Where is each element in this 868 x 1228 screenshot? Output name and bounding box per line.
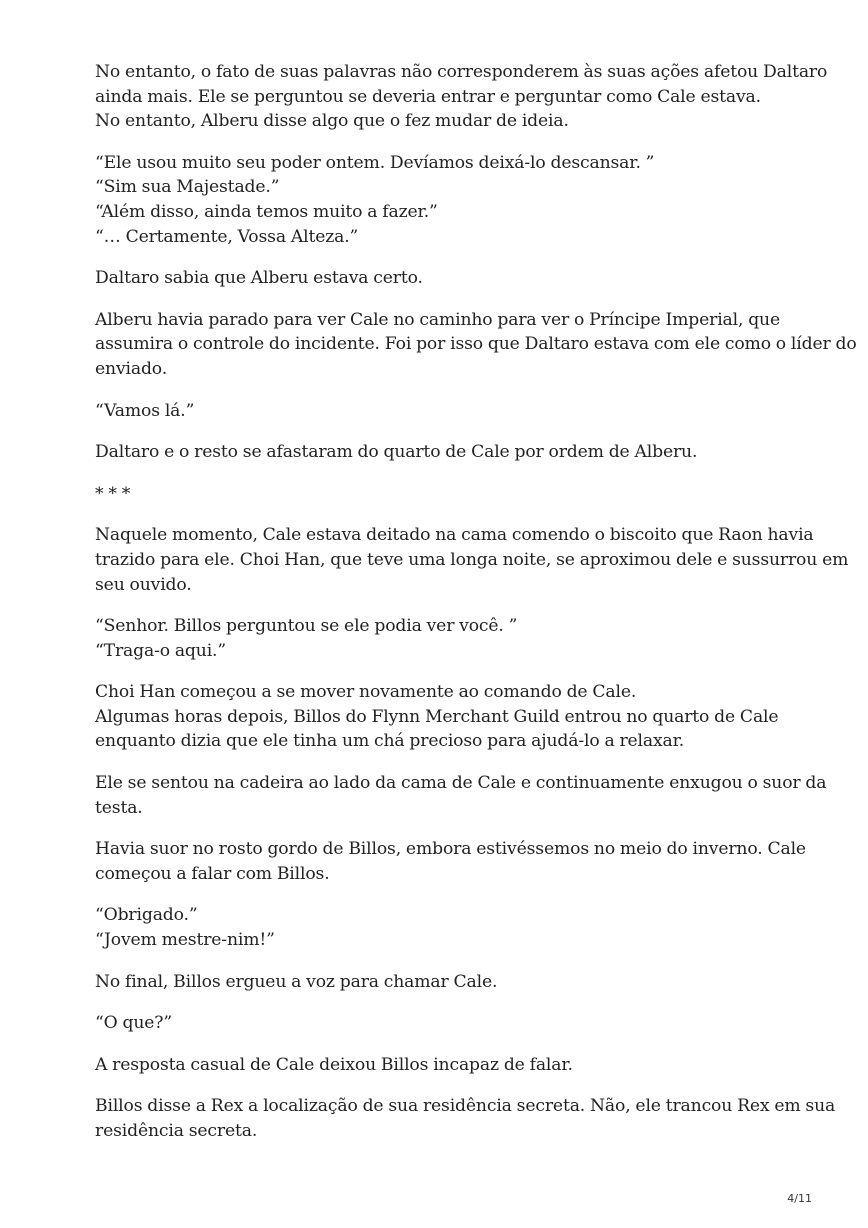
text-line: “Além disso, ainda temos muito a fazer.” [95, 201, 438, 222]
paragraph [95, 440, 795, 465]
text-line: “O que?” [95, 1013, 172, 1034]
text-line: seu ouvido. [95, 574, 192, 595]
paragraph [95, 308, 857, 382]
paragraph [95, 614, 795, 663]
text-line: Ele se sentou na cadeira ao lado da cama de Cale e continuamente enxugou o suor da [95, 773, 827, 794]
paragraph [95, 151, 795, 249]
text-line: No entanto, o fato de suas palavras não corresponderem às suas ações afetou Daltaro [95, 62, 828, 82]
paragraph [95, 1053, 795, 1078]
page-number: 4/11 [787, 1192, 812, 1205]
paragraph [95, 266, 795, 291]
text-line: Naquele momento, Cale estava deitado na cama comendo o biscoito que Raon havia [95, 525, 814, 546]
paragraph [95, 1011, 795, 1036]
text-line: residência secreta. [95, 1121, 258, 1141]
text-line: “… Certamente, Vossa Alteza.” [95, 226, 359, 247]
paragraph [95, 523, 849, 597]
text-line: No final, Billos ergueu a voz para chamar Cale. [95, 971, 498, 992]
text-line: “Ele usou muito seu poder ontem. Devíamos deixá-lo descansar. ” [95, 152, 655, 173]
text-line: Billos disse a Rex a localização de sua residência secreta. Não, ele trancou Rex em sua [95, 1096, 836, 1117]
text-line: começou a falar com Billos. [95, 863, 330, 884]
paragraph [95, 837, 806, 886]
text-line: “Obrigado.” [95, 905, 198, 926]
text-line: enquanto dizia que ele tinha um chá precioso para ajudá-lo a relaxar. [95, 731, 685, 752]
text-line: A resposta casual de Cale deixou Billos incapaz de falar. [95, 1054, 573, 1075]
document-body [95, 60, 857, 1161]
text-line: “Jovem mestre-nim!” [95, 930, 275, 951]
text-line: “Sim sua Majestade.” [95, 177, 280, 198]
text-line: Choi Han começou a se mover novamente ao comando de Cale. [95, 682, 637, 703]
paragraph [95, 903, 795, 952]
text-line: “Senhor. Billos perguntou se ele podia ver você. ” [95, 616, 518, 637]
text-line: Algumas horas depois, Billos do Flynn Merchant Guild entrou no quarto de Cale [95, 706, 779, 727]
paragraph [95, 680, 795, 754]
section-break [95, 482, 795, 507]
text-line: Daltaro sabia que Alberu estava certo. [95, 268, 423, 289]
paragraph [95, 399, 795, 424]
text-line: No entanto, Alberu disse algo que o fez mudar de ideia. [95, 111, 569, 132]
text-line: Havia suor no rosto gordo de Billos, embora estivéssemos no meio do inverno. Cale [95, 839, 806, 860]
paragraph [95, 1094, 836, 1143]
text-line: “Traga-o aqui.” [95, 640, 226, 661]
text-line: testa. [95, 797, 143, 818]
text-line: Daltaro e o resto se afastaram do quarto de Cale por ordem de Alberu. [95, 442, 698, 463]
paragraph [95, 771, 827, 820]
text-line: enviado. [95, 358, 168, 379]
text-line: ainda mais. Ele se perguntou se deveria entrar e perguntar como Cale estava. [95, 86, 761, 107]
text-line: * * * [95, 483, 131, 504]
text-line: Alberu havia parado para ver Cale no caminho para ver o Príncipe Imperial, que [95, 309, 781, 330]
paragraph [95, 970, 795, 995]
text-line: “Vamos lá.” [95, 400, 195, 421]
paragraph [95, 60, 828, 134]
text-line: trazido para ele. Choi Han, que teve uma longa noite, se aproximou dele e sussurrou em [95, 549, 849, 570]
text-line: assumira o controle do incidente. Foi por isso que Daltaro estava com ele como o líder do [95, 334, 857, 355]
